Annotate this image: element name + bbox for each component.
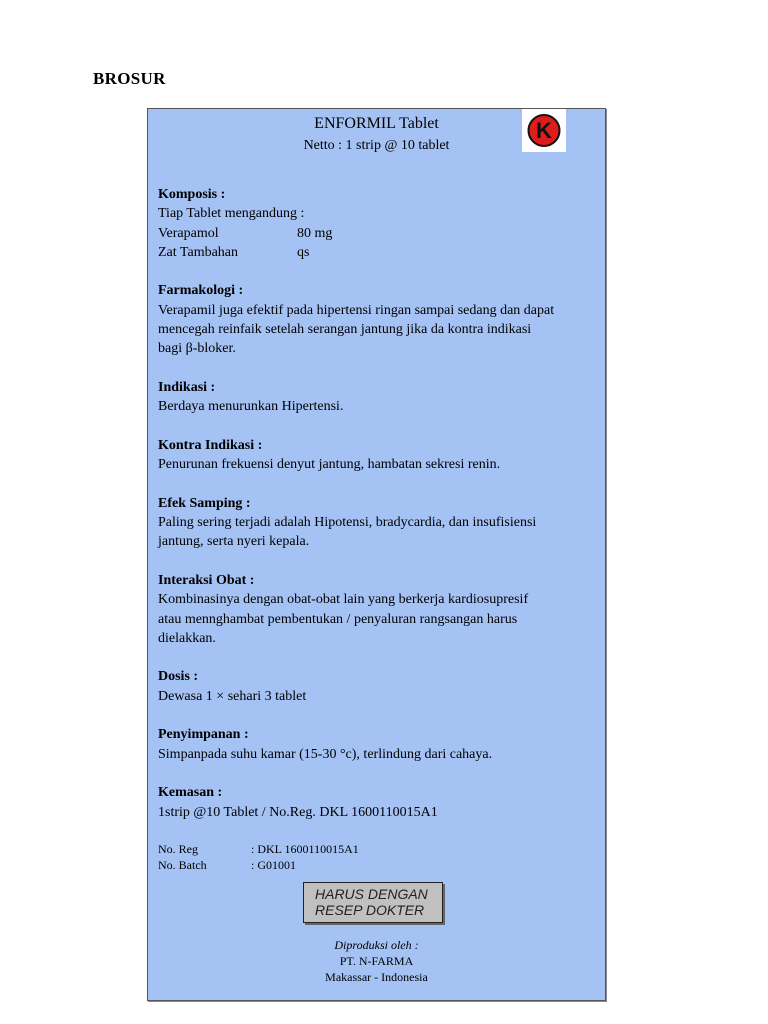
komposisi-item [158,224,598,243]
section-line: Kombinasinya dengan obat-obat lain yang berkerja kardiosupresif [158,592,529,608]
ingredient-name: Zat Tambahan [158,244,239,260]
section-line: Berdaya menurunkan Hipertensi. [158,399,344,415]
section-interaksi-obat [158,571,598,648]
logo-letter: K [536,118,552,143]
section-label: Kontra Indikasi : [158,437,263,453]
section-line: Penurunan frekuensi denyut jantung, hambatan sekresi renin. [158,457,501,473]
page-heading: BROSUR [93,69,166,88]
section-label: Efek Samping : [158,495,251,511]
section-label: Komposis : [158,187,226,202]
producer-info [148,937,605,985]
section-kontra-indikasi [158,436,598,475]
product-title: ENFORMIL Tablet [314,115,439,132]
section-kemasan [158,783,598,822]
section-label: Farmakologi : [158,283,244,299]
section-line: Simpanpada suhu kamar (15-30 °c), terlindung dari cahaya. [158,746,493,762]
komposisi-item [158,243,598,262]
section-line: atau mennghambat pembentukan / penyaluran rangsangan harus [158,611,518,627]
section-label: Interaksi Obat : [158,572,255,588]
reg-row [158,841,359,857]
brochure-content [158,185,598,841]
batch-value: : G01001 [251,858,296,872]
section-line: jantung, serta nyeri kepala. [158,534,310,550]
company-name: PT. N-FARMA [339,954,414,968]
registration-info [158,841,359,873]
product-netto: Netto : 1 strip @ 10 tablet [303,138,450,153]
section-label: Indikasi : [158,379,216,395]
ingredient-name: Verapamol [158,225,219,241]
produced-by-label: Diproduksi oleh : [334,938,419,952]
section-efek-samping [158,494,598,552]
section-farmakologi [158,281,598,358]
section-dosis [158,667,598,706]
warning-line-2: RESEP DOKTER [315,902,425,918]
warning-line-1: HARUS DENGAN [315,886,428,902]
komposisi-intro: Tiap Tablet mengandung : [158,206,305,222]
section-penyimpanan [158,725,598,764]
reg-value: : DKL 1600110015A1 [251,842,359,856]
section-komposisi [158,185,598,262]
section-line: dielakkan. [158,630,216,646]
section-indikasi [158,378,598,417]
section-line: 1strip @10 Tablet / No.Reg. DKL 1600110015A1 [158,804,438,820]
ingredient-value: 80 mg [297,225,333,241]
batch-row [158,857,359,873]
section-label: Dosis : [158,669,199,685]
section-label: Penyimpanan : [158,727,249,743]
company-city: Makassar - Indonesia [325,970,428,984]
section-line: Dewasa 1 × sehari 3 tablet [158,688,307,704]
section-line: mencegah reinfaik setelah serangan jantung jika da kontra indikasi [158,322,532,338]
prescription-warning-box [303,882,443,923]
section-line: Paling sering terjadi adalah Hipotensi, bradycardia, dan insufisiensi [158,515,537,531]
section-line: Verapamil juga efektif pada hipertensi ringan sampai sedang dan dapat [158,302,555,318]
hard-drug-k-logo-icon [522,109,566,152]
brochure-box [147,108,606,1001]
section-line: bagi β-bloker. [158,341,236,357]
reg-label: No. Reg [158,842,198,856]
ingredient-value: qs [297,244,310,260]
section-label: Kemasan : [158,785,223,801]
batch-label: No. Batch [158,858,207,872]
